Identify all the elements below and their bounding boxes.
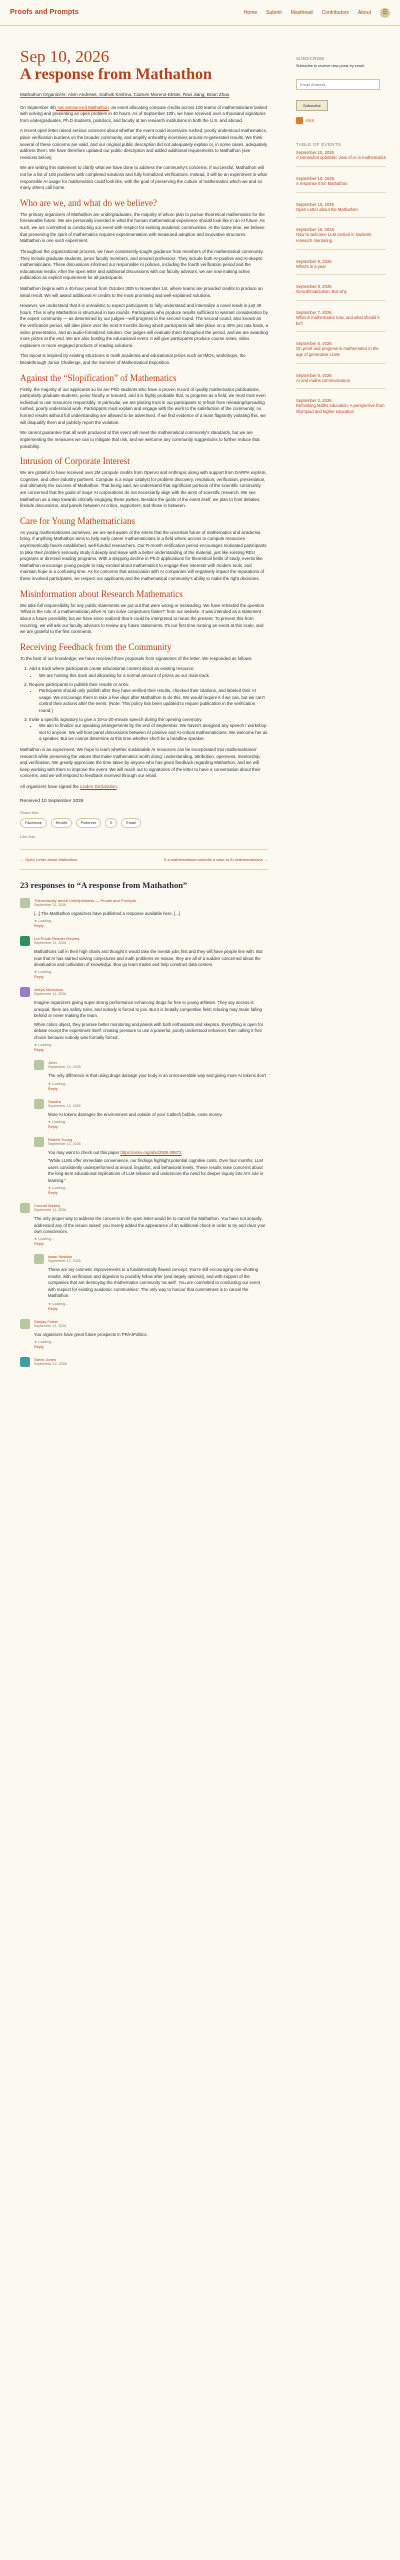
like-label: Like this: xyxy=(20,833,36,839)
comment-date[interactable]: September 11, 2026 xyxy=(34,1323,67,1328)
nested-replies xyxy=(34,1060,268,1195)
comment-text: [...] The Mathathon organizers have published a response available here. [...] xyxy=(34,910,181,916)
toc-item[interactable] xyxy=(296,284,386,301)
section-paragraph: Throughout the organizational process, we have consistently sought guidance from members of the mathematical community. They include graduate students, junior faculty members, and tenured professors. They include both AI-positive and AI-skeptic mathematicians. These discussions informed our responsible AI policies, including the fourth verification period and the educational media. After the open letter and additional discussions with our faculty advisors, we are now making active publication an explicit requirement for all participants. xyxy=(20,248,264,281)
comment-text: You organisers have great future prospects in PR/AIPolitics. xyxy=(34,1331,148,1337)
share-buttons xyxy=(20,818,268,828)
like-status: ★ Loading... xyxy=(48,1301,69,1306)
proposal-list xyxy=(20,666,268,743)
toc-item[interactable] xyxy=(296,227,386,249)
comment-text: The only proper way to address the concerns in the open letter would be to cancel the Mathathon. You have not actually addressed any of the issues raised; you merely added the appearance of an additional check in order to try and clear your own consciences. xyxy=(34,1216,266,1234)
nav-about[interactable]: About xyxy=(357,9,371,16)
reply-link[interactable]: Reply xyxy=(48,1086,58,1091)
like-status: ★ Loading... xyxy=(48,1081,69,1086)
toc-title[interactable]: Rethinking Maths education: A perspective from Olympiad and higher education xyxy=(296,403,385,415)
section-paragraph: The primary organizers of Mathathon are undergraduates, the majority of whom plan to pursue theoretical mathematics for the foreseeable future. We are personally invested in what the human mathematical experience should look like in an AI future. As such, we are committed to conducting our event with respect for existing academic communities. At the same time, we believe that preserving the spirit of mathematics requires experimentation with measured adoption and innovative structures. Mathathon is one such experiment. xyxy=(20,211,265,244)
reply-link[interactable]: Reply xyxy=(34,1048,44,1053)
nav-masthead[interactable]: Masthead xyxy=(290,9,313,16)
comment xyxy=(20,936,268,979)
toc-heading: TABLE OF EVENTS xyxy=(296,142,342,148)
section-heading: Misinformation about Research Mathematics xyxy=(20,588,183,599)
mathathon-link[interactable]: , we announced Mathathon xyxy=(55,104,109,110)
comment-date[interactable]: September 12, 2026 xyxy=(34,1362,67,1367)
comment-text: These are toy cosmetic improvements to a fundamentally flawed concept. You're still encouraging one-shotting results, with verification and digestion to possibly follow after (and largely optional), and with support of the companies that are destroying the mathematics community 'as well'. You are committed to conducting our event with respect for existing academic communities'. The only way to honour that commitment is to cancel the Mathathon. xyxy=(48,1267,261,1299)
toc-date: September 5, 2026 xyxy=(296,372,332,378)
section-paragraph: As young mathematicians ourselves, we are well aware of the stress that the uncertain future of mathematics and academia bring. If anything Mathathon aims to help early career mathematicians in a field where access to compute resources asymmetrically favors established, well-funded researchers. Our R-month verification period encourages motivated participants to take their problem seriously study it deeply and leave with a better understanding of the material, just like existing REU programs or directed reading programs. With a stepping decline in Ph.D applications for theoretical fields of study, events like Mathathon encourage young people to stay excited about mathematics to engage their interests with modern tools, and maintain hope in a confusing time. As for concerns that association with AI companies will negatively impact the reputations of these involved participants, we respect our applicants and the mathematical community's ability to make the right decisions. xyxy=(20,529,267,582)
divider xyxy=(296,166,386,167)
toc-title[interactable]: What's in a year xyxy=(296,263,326,269)
toc-date: September 7, 2026 xyxy=(296,310,332,316)
avatar xyxy=(20,1203,30,1213)
divider xyxy=(296,192,386,193)
rss-label: RSS xyxy=(306,118,315,124)
top-bar xyxy=(0,0,400,26)
divider xyxy=(296,388,386,389)
comment-author[interactable]: Isaac Newton xyxy=(48,1254,73,1260)
comment xyxy=(20,1357,268,1367)
share-label: Share this: xyxy=(20,809,40,815)
proposal-response: • We are hosting this track and allocating for a normal amount of prizes as our main track. xyxy=(39,673,268,680)
like-status: ★ Loading... xyxy=(34,970,55,975)
proposal-response: • We aim to finalize our speaking arrangements by the end of September. We haven't assigned any speech / workshop slot to anyone. We will host panel discussions between AI positive and AI-critical mathematicians. We welcome her as a speaker. But we cannot determine at this time whether she'll be a headline speaker. xyxy=(39,723,268,743)
comment-author[interactable]: Lot Poole Reader Review xyxy=(34,936,80,942)
share-x-button[interactable]: X xyxy=(105,818,118,828)
toc-date: September 6, 2026 xyxy=(296,341,332,347)
share-facebook-button[interactable]: Facebook xyxy=(20,818,47,828)
comment-quote: "While LLMs offer immediate convenience, our findings highlight potential cognitive costs. Over four months, LLM users consistently underperformed at neural, linguistic, and behavioral levels. These results raise concerns about the long-term educational implications of LLM reliance and underscore the need for deeper inquiry into AI's role in learning." xyxy=(48,1158,264,1183)
avatar xyxy=(20,987,30,997)
intro-paragraph-1: On September 4th, we announced Mathathon, an event allocating compute credits across 100 teams of mathematicians tasked with solving and presenting an open problem in 40 hours. As of September 10th, we have received over a thousand signatures from undergraduates, Ph.D students, postdocs, and faculty at ten research institutions in both the U.S. and abroad. xyxy=(20,104,268,123)
toc-item[interactable] xyxy=(296,150,386,167)
reply-link[interactable]: Reply xyxy=(34,975,44,980)
like-status: ★ Loading... xyxy=(34,919,55,924)
comment-text: More AI tokens damages the environment and outside of your Caltech bubble, costs money. xyxy=(48,1111,223,1117)
avatar xyxy=(34,1254,44,1264)
received-date: Received 10 September 2026 xyxy=(20,798,84,804)
section-heading: Who are we, and what do we believe? xyxy=(20,197,157,208)
closing-paragraph: Mathathon is an experiment. We hope to learn whether sustainable AI resources can be incorporated into mathematicians' research while preserving the values that make mathematics worth doing: understanding, attribution, openness, mentorship, and verification. We greatly appreciate the time taken by anyone who has given feedback regarding Mathathon, and we will keep working with them to improve the event. We will reach out to signatories of the letter to have a conversation about their concerns, and we will respond to feedback received through our email. xyxy=(20,747,261,779)
toc-item[interactable] xyxy=(296,176,386,193)
like-status: ★ Loading... xyxy=(34,1043,55,1048)
share-reddit-button[interactable]: Reddit xyxy=(51,818,72,828)
divider xyxy=(296,331,386,332)
comment-author[interactable]: John xyxy=(48,1060,57,1066)
toc-item[interactable] xyxy=(296,202,386,219)
rss-icon xyxy=(296,117,303,124)
main-nav xyxy=(244,8,390,18)
toc-title[interactable]: AI and maths communication xyxy=(296,377,350,383)
proposal-item: 1. Add a track where participants create educational content about an existing resource. • We are hosting this track and allocating for a normal amount of prizes as our main track. xyxy=(29,666,268,679)
section-paragraph: We are grateful to have received over 2M compute credits from OpenAI and Anthropic along with support from DARPA explAIn, Cognitive, and other industry partners. Compute is a major catalyst for problem discovery, resolution, verification, presentation, and ultimately the success of Mathathon. That being said, we understand that significant portions of the scientific community are concerned that the goals of major AI corporations do not necessarily align with the aims of scientific research. We see Mathathon as a step towards critically engaging these parties. Besides the goals of the event itself, we plan to host debates, fireside discussions, and panels between AI critics, supporters, and those in between. xyxy=(20,470,267,509)
toc-title[interactable]: A response from Mathathon xyxy=(296,180,348,186)
toc-item[interactable] xyxy=(296,310,386,332)
avatar xyxy=(34,1060,44,1070)
avatar xyxy=(20,936,30,946)
toc-date: September 10, 2026 xyxy=(296,201,334,207)
post-date: Sep 10, 2026 xyxy=(20,47,110,66)
divider xyxy=(296,300,386,301)
section-paragraph: We cannot guarantee that all work produced at this event will meet the mathematical community's standards, but we are implementing the measures we can to mitigate that risk, and we welcome any community suggestions to further reduce that possibility. xyxy=(20,430,260,449)
toc-date: September 10, 2026 xyxy=(296,227,334,233)
section-heading: Intrusion of Corporate Interest xyxy=(20,456,130,467)
site-title[interactable]: Proofs and Prompts xyxy=(10,9,79,16)
section-heading: Against the “Slopification” of Mathematics xyxy=(20,372,177,383)
comment-date[interactable]: September 13, 2026 xyxy=(48,1141,81,1146)
reply-link[interactable]: Reply xyxy=(34,1345,44,1350)
post-navigation xyxy=(20,849,268,870)
comment-date[interactable]: September 11, 2026 xyxy=(34,902,67,907)
comment-text: When critics object, they promise better monitoring and panels with both enthusiasts and skeptics. Everything is open for debate except the experiment itself: creating pressure to use a powerful, poorly understood enhancer, then calling it free choice because nobody was formally forced. xyxy=(34,1021,264,1040)
nested-replies xyxy=(34,1254,268,1310)
toc-date: September 10, 2026 xyxy=(296,150,334,156)
nav-contributors[interactable]: Contributors xyxy=(321,9,349,16)
comment-author[interactable]: Steve Jones xyxy=(34,1357,57,1363)
reply-link[interactable]: Reply xyxy=(48,1191,58,1196)
share-email-button[interactable]: Email xyxy=(121,818,141,828)
proposal-item: 3. Invite a specific signatory to give a 10-to-20-minute speech during the opening ceremony. • We aim to finalize our speaking arrangements by the end of September. We haven't assigned any speech / workshop slot to anyone. We will host panel discussions between AI positive and AI-critical mathematicians. We welcome her as a speaker. But we cannot determine at this time whether she'll be a headline speaker. xyxy=(29,717,268,743)
intro-paragraph-2: A recent open letter raised serious concerns about whether the event could incentivize rushed, poorly understood mathematics, place verification burdens on the broader community, and amplify unhealthy incentives around AI-generated results. We think several of these concerns are valid, and our original public description did not adequately explain or, in some cases, adequately address them. We have therefore updated our public description and added additional requirements to Mathathon (see revisions below). xyxy=(20,128,268,160)
like-status: ★ Loading... xyxy=(34,1340,55,1345)
leiden-link[interactable]: Leiden Declaration xyxy=(80,784,117,790)
reply-link[interactable]: Reply xyxy=(48,1124,58,1129)
comment-author[interactable]: Robert Young xyxy=(48,1136,73,1142)
comment xyxy=(20,898,268,928)
toc-date: September 2, 2026 xyxy=(296,398,332,404)
comment-author[interactable]: Theoretically about Unhelpfulness — Proofs and Prompts xyxy=(34,897,136,903)
comment-text: Mathathons call in their high chairs and thought it would take the mental jobs first and they will have people line with. But now that AI has started solving conjectures and math problems en masse, they are all of a sudden concerned about the devaluation and cultivation of knowledge. Boo go learn trades and help construct data centers. xyxy=(34,949,263,967)
section-paragraph: To the best of our knowledge, we have received three proposals from signatories of the letter. We responded as follows: xyxy=(20,655,253,661)
comment-text: Imagine organizers giving super strong performance enhancing drugs for free to young athletes. They say access is unequal, there are safety rules, and nobody is forced to join. But it is brutally competitive field; refusing may mean falling behind or never making the team. xyxy=(34,1000,262,1019)
toc-item[interactable] xyxy=(296,373,386,390)
toc-date: September 8, 2026 xyxy=(296,284,332,290)
toc-title[interactable]: What is mathematics now, and what should it be? xyxy=(296,315,380,326)
section-paragraph: However, we understand that it is unrealistic to expect participants to fully understand and internalize a novel result in just 40 hours. This is why Mathathon is structured in two rounds. Participants who produce results sufficient to warrant consideration by the expert community — as determined by our judges—will progress to the second round. The second round, also known as the verification period, will take place over the next 8 months during which participants will take place on a 40% pro rata basis, a video presentation, and an audio-formalized solution. Our judges will evaluate them throughout the period, and we are awarding more prizes at the end. We are also hosting the educational event. It will give participants produce course notes, video explainers or more engaged products of reading solutions. xyxy=(20,303,268,348)
menu-icon[interactable]: ☰ xyxy=(380,8,390,18)
toc-date: September 10, 2026 xyxy=(296,175,334,181)
comment-date[interactable]: September 12, 2026 xyxy=(48,1065,81,1070)
divider xyxy=(296,249,386,250)
comment-author[interactable]: Conrad Bisbey xyxy=(34,1203,61,1209)
comment xyxy=(34,1137,268,1195)
avatar xyxy=(20,1319,30,1329)
comment-text: You may want to check out this paper https://arxiv.org/abs/2506.08872 xyxy=(48,1149,182,1155)
comment-author[interactable]: Jeeya Nicholson xyxy=(34,987,64,993)
avatar xyxy=(20,898,30,908)
reply-link[interactable]: Reply xyxy=(34,924,44,929)
page-title: A response from Mathathon xyxy=(20,65,212,83)
paper-link[interactable]: https://arxiv.org/abs/2506.08872 xyxy=(120,1149,182,1155)
section-paragraph: This layout is inspired by existing structures in math academia and educational prizes such as IMOs, workshops, the Breakthrough Junior Challenge, and the Summer of Mathematical Exposition. xyxy=(20,353,246,366)
toc-item[interactable] xyxy=(296,398,386,414)
subscribe-button[interactable]: Subscribe xyxy=(296,100,328,111)
avatar xyxy=(20,1357,30,1367)
toc-title[interactable]: A somewhat optimistic view of AI in mathematics xyxy=(296,155,386,161)
reply-link[interactable]: Reply xyxy=(34,1242,44,1247)
nav-home[interactable]: Home xyxy=(243,9,258,16)
toc-title[interactable]: Geocithmatization: But why xyxy=(296,289,347,295)
toc-title[interactable]: Open Letter about the Mathathon xyxy=(296,206,358,212)
comment xyxy=(20,1203,268,1246)
avatar xyxy=(34,1137,44,1147)
section-heading: Receiving Feedback from the Community xyxy=(20,641,172,652)
section-paragraph: Firstly, the majority of our applicants so far are PhD students who have a proven record of quality mathematics publications, particularly graduate students, junior faculty or tenured, and it is highly probable that, to progress as a field, we must trust even individual to use resources responsibly. In particular, we are placing trust in our participants to refrain from releasing/spreading rushed, poorly understood work. Participants must explain and engage with the work to the satisfaction of the community; no hurried results without full understanding are allowed to be advertised. If we find evidence of a team flagrantly violating this, we will disqualify them and publicly report the violation. xyxy=(20,386,266,425)
reply-link[interactable]: Reply xyxy=(48,1306,58,1311)
comment-date[interactable]: September 12, 2026 xyxy=(48,1103,81,1108)
toc-title[interactable]: On proof and progress in mathematics in the age of generative LLMs xyxy=(296,346,379,358)
toc-item[interactable] xyxy=(296,259,386,276)
sidebar xyxy=(296,56,386,424)
comment-date[interactable]: September 11, 2026 xyxy=(34,1208,67,1213)
comment xyxy=(34,1254,268,1310)
divider xyxy=(296,274,386,275)
share-pinterest-button[interactable]: Pinterest xyxy=(76,818,101,828)
comment-author[interactable]: Sanjay Forter xyxy=(34,1318,59,1324)
comment-date[interactable]: September 11, 2026 xyxy=(34,992,67,997)
closing-paragraph: All organizers have signed the Leiden Declaration. xyxy=(20,784,118,790)
like-status: ★ Loading... xyxy=(48,1186,69,1191)
like-status: ★ Loading... xyxy=(34,1237,55,1242)
intro-paragraph-3: We are writing this statement to clarify what we have done to address the community's concerns. If successful, Mathathon will not be a list of 100 problems with completed solutions and fully formalized verifications. Instead, it will be an experiment in what responsible AI usage for mathematics could look like, with the goal of preserving the culture of mathematics which we and so many others call home. xyxy=(20,165,267,191)
previous-post-link[interactable]: ← Open Letter about Mathathon xyxy=(20,856,78,862)
subscribe-description: Subscribe to receive new posts by email. xyxy=(296,64,365,68)
next-post-link[interactable]: If a mathematician submits a case to AI mathematicians → xyxy=(164,856,268,862)
article-body xyxy=(20,105,268,791)
avatar xyxy=(34,1099,44,1109)
toc-item[interactable] xyxy=(296,341,386,363)
section-paragraph: Mathathon begins with a 40-hour period from October 30th to November 1st, where teams are provided credits to produce an initial result. We will award additional AI credits to the most promising and well-explained solutions. xyxy=(20,285,263,298)
divider xyxy=(296,363,386,364)
like-status: ★ Loading... xyxy=(48,1119,69,1124)
proposal-item: 2. Require participants to publish their results or arXiv. • Participants should only publish after they have verified their results, checked their citations, and labeled their AI usage. We encourage them to take a few days after Mathathon to do this. We would require it if we can, but we can't control their actions after the event. (Note: This policy has been updated to require publication in the verification round.) xyxy=(29,682,268,715)
article xyxy=(20,48,268,1375)
proposal-response: • Participants should only publish after they have verified their results, checked their citations, and labeled their AI usage. We encourage them to take a few days after Mathathon to do this. We would require it if we can, but we can't control their actions after the event. (Note: This policy has been updated to require publication in the verification round.) xyxy=(39,688,268,714)
section-paragraph: We take full responsibility for any public statements we put out that were wrong or misleading. We have retracted the question 'What is the role of a mathematician when AI can solve conjectures faster?' from our website. It was intended as a statement about a future possibility but we have since realized that it could be interpreted to mean the present. To prevent this from recurring, we will ask our faculty advisors to review any future statements. It's our first time running an event at this scale, and we are grateful to the first comments. xyxy=(20,602,265,635)
divider xyxy=(296,217,386,218)
comment xyxy=(34,1060,268,1090)
comment-text: The only difference is that using drugs damage your body in an unrecoverable way and giving more AI tokens don't xyxy=(48,1073,267,1079)
nav-submit[interactable]: Submit xyxy=(266,9,282,16)
comment-author[interactable]: Sandra xyxy=(48,1098,61,1104)
comment xyxy=(20,987,268,1052)
comment xyxy=(20,1319,268,1349)
rss-link[interactable] xyxy=(296,117,386,124)
author-list[interactable]: Mathathon Organizers: Alvin Andrews, Sathvik Krishna, Caimen Moreno-Ekstei, Ravi Jiang, Brian Zhao xyxy=(20,92,230,98)
section-heading: Care for Young Mathematicians xyxy=(20,515,135,526)
toc-date: September 9, 2026 xyxy=(296,258,332,264)
comments-section xyxy=(20,880,268,1367)
email-field[interactable] xyxy=(296,79,380,90)
subscribe-heading: SUBSCRIBE xyxy=(296,56,325,61)
comment xyxy=(34,1099,268,1129)
comment-date[interactable]: September 11, 2026 xyxy=(34,941,67,946)
comment-date[interactable]: September 12, 2026 xyxy=(48,1259,81,1264)
comments-title: 23 responses to “A response from Mathathon” xyxy=(20,879,188,890)
toc-title[interactable]: How to welcome LLM carried in students research mentoring xyxy=(296,232,372,243)
